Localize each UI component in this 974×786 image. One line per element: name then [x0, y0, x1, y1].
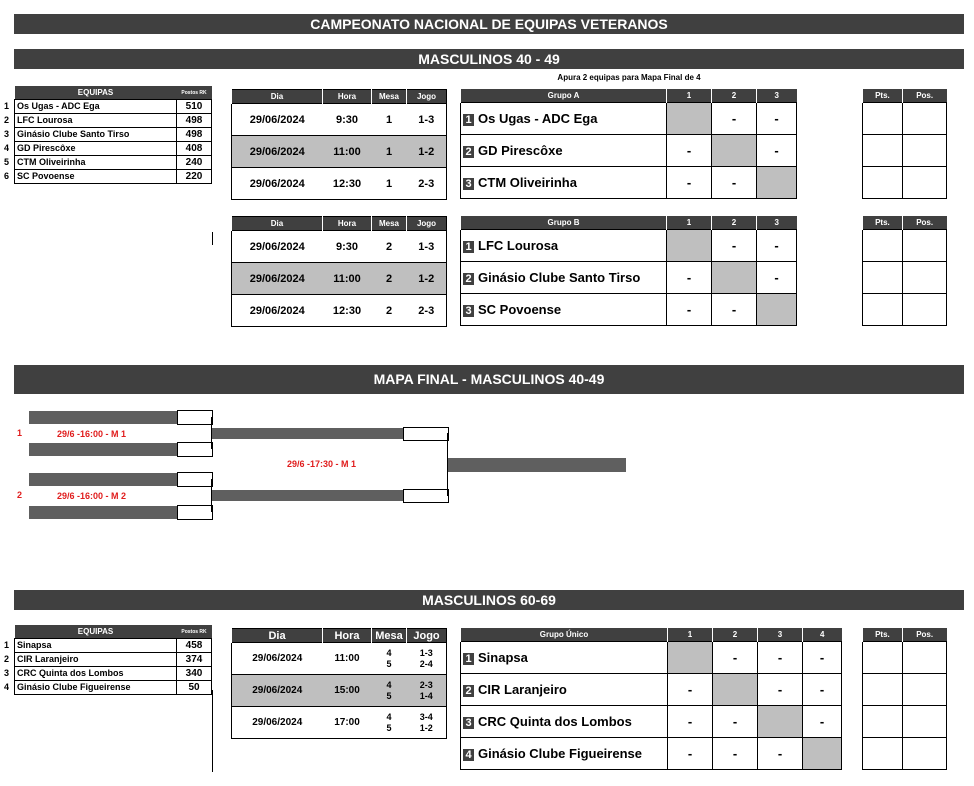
table-row: 1 Sinapsa 458: [4, 639, 212, 653]
table-row: 4 Ginásio Clube Figueirense - - -: [461, 738, 842, 770]
table-row: 29/06/2024 17:00 4 5 3-4 1-2: [232, 707, 447, 739]
divider-line: [212, 690, 213, 772]
m60-schedule: Dia Hora Mesa Jogo 29/06/2024 11:00 4 5 1-3 2-4 29/06/2024 15:00 4 5 2-3 1-4 29/06/2024 17:00 4 5 3-4 1-2: [231, 628, 447, 739]
bracket-final-slot: [448, 458, 626, 472]
bracket-slot: [29, 506, 178, 519]
bracket-score-box: [403, 489, 449, 503]
bracket-slot: [29, 473, 178, 486]
table-row: 1 Os Ugas - ADC Ega 510: [4, 100, 212, 114]
seed-number: 2: [17, 490, 23, 500]
bracket-score-box: [403, 427, 449, 441]
match-label: 29/6 -16:00 - M 2: [57, 491, 127, 501]
table-row: 29/06/2024 11:00 2 1-2: [232, 263, 447, 295]
page-title: CAMPEONATO NACIONAL DE EQUIPAS VETERANOS: [14, 14, 964, 34]
final-match-label: 29/6 -17:30 - M 1: [287, 459, 357, 469]
m60-group: Grupo Único 1 2 3 4 1 Sinapsa - - - 2 CIR Laranjeiro - - - 3 CRC Quinta dos Lombos - - - 4 Ginásio Clube Figueirense - - -: [460, 628, 842, 770]
rank-header: Postos RK: [177, 625, 212, 639]
m40-group-a: Grupo A 1 2 3 1 Os Ugas - ADC Ega - - 2 GD Pirescôxe - - 3 CTM Oliveirinha - -: [460, 89, 797, 199]
table-row: 29/06/2024 9:30 2 1-3: [232, 231, 447, 263]
bracket-score-box: [177, 442, 213, 457]
bracket-slot: [29, 411, 178, 424]
m40-group-a-points: Pts. Pos.: [862, 89, 947, 199]
table-row: 2 Ginásio Clube Santo Tirso - -: [461, 262, 797, 294]
table-row: 4 Ginásio Clube Figueirense 50: [4, 681, 212, 695]
table-row: 29/06/2024 12:30 1 2-3: [232, 168, 447, 200]
m40-teams-table: [4, 86, 212, 184]
m60-group-points: Pts. Pos.: [862, 628, 947, 770]
m40-banner: MASCULINOS 40 - 49: [14, 49, 964, 69]
rank-header: Postos RK: [177, 86, 212, 100]
m40-note: Apura 2 equipas para Mapa Final de 4: [557, 73, 701, 82]
bracket-score-box: [177, 410, 213, 425]
table-row: 5 CTM Oliveirinha 240: [4, 156, 212, 170]
bracket-slot: [212, 428, 403, 439]
table-row: 3 CTM Oliveirinha - -: [461, 167, 797, 199]
bracket-slot: [29, 443, 178, 456]
seed-number: 1: [17, 428, 23, 438]
m60-teams-table: [4, 625, 212, 695]
table-row: 3 SC Povoense - -: [461, 294, 797, 326]
table-row: 3 CRC Quinta dos Lombos 340: [4, 667, 212, 681]
teams-header: EQUIPAS: [15, 86, 177, 100]
table-row: 1 Os Ugas - ADC Ega - -: [461, 103, 797, 135]
bracket-slot: [212, 490, 403, 501]
table-row: 29/06/2024 15:00 4 5 2-3 1-4: [232, 675, 447, 707]
table-row: 29/06/2024 9:30 1 1-3: [232, 104, 447, 136]
m40-group-b-points: Pts. Pos.: [862, 216, 947, 326]
m60-banner: MASCULINOS 60-69: [14, 590, 964, 610]
m40-group-b: Grupo B 1 2 3 1 LFC Lourosa - - 2 Ginásio Clube Santo Tirso - - 3 SC Povoense - -: [460, 216, 797, 326]
final-banner: MAPA FINAL - MASCULINOS 40-49: [14, 365, 964, 394]
table-row: 3 CRC Quinta dos Lombos - - -: [461, 706, 842, 738]
table-row: 29/06/2024 11:00 4 5 1-3 2-4: [232, 643, 447, 675]
table-row: 3 Ginásio Clube Santo Tirso 498: [4, 128, 212, 142]
m40-schedule-a: Dia Hora Mesa Jogo 29/06/2024 9:30 1 1-3 29/06/2024 11:00 1 1-2 29/06/2024 12:30 1 2-3: [231, 89, 447, 200]
table-row: 29/06/2024 12:30 2 2-3: [232, 295, 447, 327]
table-row: 2 LFC Lourosa 498: [4, 114, 212, 128]
table-row: 2 CIR Laranjeiro - - -: [461, 674, 842, 706]
bracket-score-box: [177, 505, 213, 520]
m40-schedule-b: Dia Hora Mesa Jogo 29/06/2024 9:30 2 1-3 29/06/2024 11:00 2 1-2 29/06/2024 12:30 2 2-3: [231, 216, 447, 327]
table-row: 1 Sinapsa - - -: [461, 642, 842, 674]
table-row: 4 GD Pirescôxe 408: [4, 142, 212, 156]
match-label: 29/6 -16:00 - M 1: [57, 429, 127, 439]
table-row: 1 LFC Lourosa - -: [461, 230, 797, 262]
divider-tick: [212, 232, 213, 245]
bracket-score-box: [177, 472, 213, 487]
teams-header: EQUIPAS: [15, 625, 177, 639]
table-row: 2 CIR Laranjeiro 374: [4, 653, 212, 667]
table-row: 2 GD Pirescôxe - -: [461, 135, 797, 167]
table-row: 6 SC Povoense 220: [4, 170, 212, 184]
table-row: 29/06/2024 11:00 1 1-2: [232, 136, 447, 168]
